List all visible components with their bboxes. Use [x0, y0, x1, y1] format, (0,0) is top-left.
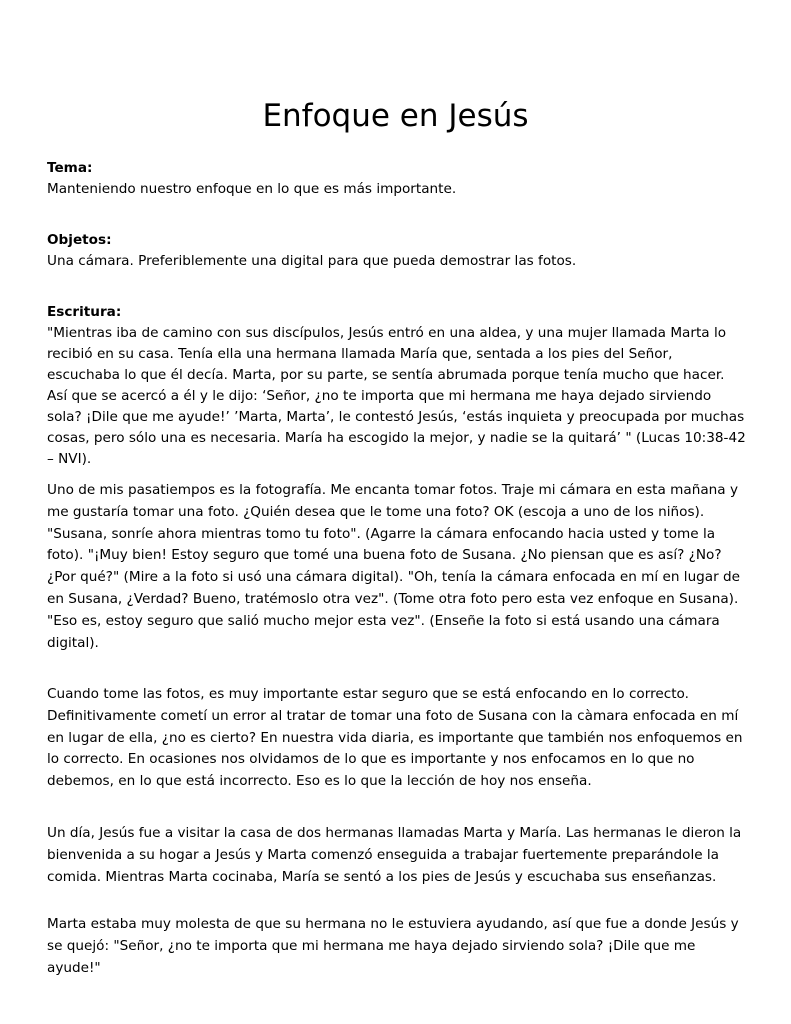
escritura-section [47, 302, 747, 470]
tema-label: Tema: [47, 160, 93, 176]
objetos-text: Una cámara. Preferiblemente una digital para que pueda demostrar las fotos. [47, 253, 577, 269]
objetos-label: Objetos: [47, 232, 112, 248]
escritura-text: "Mientras iba de camino con sus discípulos, Jesús entró en una aldea, y una mujer llamada Marta lo recibió en su casa. Tenía ella una hermana llamada María que, sentada a los pies del Señor, escuchaba lo que él decía. Marta, por su parte, se sentía abrumada porque tenía mucho que hacer. Así que se acercó a él y le dijo: ‘Señor, ¿no te importa que mi hermana me haya dejado sirviendo sola? ¡Dile que me ayude!’ ’Marta, Marta’, le contestó Jesús, ‘estás inquieta y preocupada por muchas cosas, pero sólo una es necesaria. María ha escogido la mejor, y nadie se la quitará’ " (Lucas 10:38-42 – NVI). [47, 325, 746, 467]
tema-text: Manteniendo nuestro enfoque en lo que es más importante. [47, 181, 457, 197]
objetos-section [47, 230, 747, 272]
body-paragraph-3: Un día, Jesús fue a visitar la casa de dos hermanas llamadas Marta y María. Las hermanas le dieron la bienvenida a su hogar a Jesús y Marta comenzó enseguida a trabajar fuertemente preparándole la comida. Mientras Marta cocinaba, María se sentó a los pies de Jesús y escuchaba sus enseñanzas. [47, 825, 742, 885]
tema-section [47, 158, 747, 200]
body-paragraph-1: Uno de mis pasatiempos es la fotografía. Me encanta tomar fotos. Traje mi cámara en esta mañana y me gustaría tomar una foto. ¿Quién desea que le tome una foto? OK (escoja a uno de los niños). "Susana, sonríe ahora mientras tomo tu foto". (Agarre la cámara enfocando hacia usted y tome la foto). "¡Muy bien! Estoy seguro que tomé una buena foto de Susana. ¿No piensan que es así? ¿No? ¿Por qué?" (Mire a la foto si usó una cámara digital). "Oh, tenía la cámara enfocada en mí en lugar de en Susana, ¿Verdad? Bueno, tratémoslo otra vez". (Tome otra foto pero esta vez enfoque en Susana). "Eso es, estoy seguro que salió mucho mejor esta vez". (Enseñe la foto si está usando una cámara digital). [47, 482, 741, 651]
body-paragraph-2: Cuando tome las fotos, es muy importante estar seguro que se está enfocando en lo correcto. Definitivamente cometí un error al tratar de tomar una foto de Susana con la càmara enfocada en mí en lugar de ella, ¿no es cierto? En nuestra vida diaria, es importante que también nos enfoquemos en lo correcto. En ocasiones nos olvidamos de lo que es importante y nos enfocamos en lo que no debemos, en lo que está incorrecto. Eso es lo que la lección de hoy nos enseña. [47, 686, 743, 790]
page-title: Enfoque en Jesús [262, 98, 529, 134]
body-paragraph-4: Marta estaba muy molesta de que su hermana no le estuviera ayudando, así que fue a donde Jesús y se quejó: "Señor, ¿no te importa que mi hermana me haya dejado sirviendo sola? ¡Dile que me ayude!" [47, 916, 739, 976]
escritura-label: Escritura: [47, 304, 122, 320]
